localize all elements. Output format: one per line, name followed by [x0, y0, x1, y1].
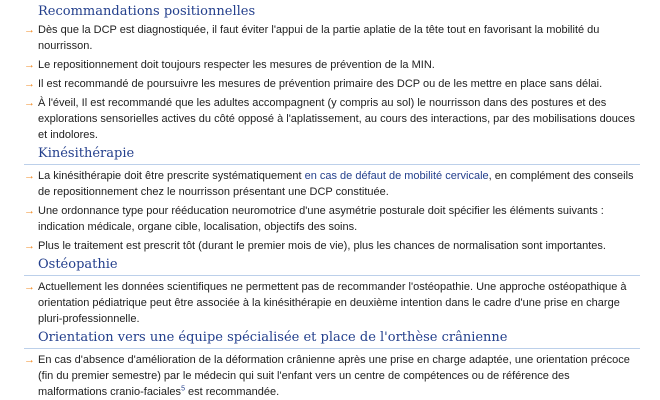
- section-divider: [24, 164, 640, 165]
- list-item-text-after: , en complément des conseils de repositionnement chez le nourrisson présentant une DCP constituée.: [38, 170, 634, 198]
- bullet-list: [24, 22, 640, 143]
- bullet-list: [24, 352, 640, 400]
- list-item: [24, 76, 640, 92]
- section-orientation-equipe-specialisee: [24, 330, 640, 400]
- list-item: [24, 238, 640, 254]
- section-divider: [24, 275, 640, 276]
- list-item-text: Dès que la DCP est diagnostiquée, il faut éviter l'appui de la partie aplatie de la tête tout en favorisant la mobilité du nourrisson.: [38, 24, 600, 52]
- list-item-text-before: La kinésithérapie doit être prescrite systématiquement: [38, 170, 305, 182]
- list-item-text-after: est recommandée.: [184, 386, 280, 398]
- list-item: [24, 279, 640, 327]
- section-divider: [24, 348, 640, 349]
- arrow-right-icon: →: [24, 281, 35, 293]
- arrow-right-icon: →: [24, 205, 35, 217]
- list-item: [24, 57, 640, 73]
- section-recommandations-positionnelles: [24, 4, 640, 143]
- list-item: [24, 22, 640, 54]
- arrow-right-icon: →: [24, 170, 35, 182]
- bullet-list: [24, 168, 640, 254]
- list-item: [24, 95, 640, 143]
- list-item-text: Actuellement les données scientifiques ne permettent pas de recommander l'ostéopathie. Une approche ostéopathique à orientation pédiatrique peut être associée à la kinésithérapie en deuxième intention dans le cadre d'une prise en charge pluri-professionnelle.: [38, 281, 627, 325]
- section-kinesitherapie: [24, 146, 640, 254]
- list-item: [24, 352, 640, 400]
- section-heading: Ostéopathie: [38, 257, 118, 272]
- section-heading: Orientation vers une équipe spécialisée et place de l'orthèse crânienne: [38, 330, 508, 345]
- list-item-text: À l'éveil, Il est recommandé que les adultes accompagnent (y compris au sol) le nourrisson dans des postures et des explorations sensorielles actives du côté opposé à l'aplatissement, au cours des interactions, par des mobilisations douces et indolores.: [38, 97, 636, 141]
- arrow-right-icon: →: [24, 59, 35, 71]
- list-item: [24, 203, 640, 235]
- bullet-list: [24, 279, 640, 327]
- arrow-right-icon: →: [24, 240, 35, 252]
- list-item-text-before: En cas d'absence d'amélioration de la déformation crânienne après une prise en charge adaptée, une orientation précoce (fin du premier semestre) par le médecin qui suit l'enfant vers un centre de compétences ou de référence des malformations cranio-faciales: [38, 354, 630, 398]
- highlighted-text: en cas de défaut de mobilité cervicale: [304, 170, 489, 182]
- arrow-right-icon: →: [24, 78, 35, 90]
- section-heading: Kinésithérapie: [38, 146, 135, 161]
- list-item-text: Une ordonnance type pour rééducation neuromotrice d'une asymétrie posturale doit spécifier les éléments suivants : indication médicale, organe cible, localisation, objectifs des soins.: [38, 205, 604, 233]
- footnote-reference[interactable]: 5: [181, 385, 185, 393]
- arrow-right-icon: →: [24, 354, 35, 366]
- arrow-right-icon: →: [24, 24, 35, 36]
- list-item: [24, 168, 640, 200]
- list-item-text: Il est recommandé de poursuivre les mesures de prévention primaire des DCP ou de les mettre en place sans délai.: [38, 78, 603, 90]
- section-osteopathie: [24, 257, 640, 327]
- arrow-right-icon: →: [24, 97, 35, 109]
- list-item-text: Le repositionnement doit toujours respecter les mesures de prévention de la MIN.: [38, 59, 435, 71]
- section-heading: Recommandations positionnelles: [38, 4, 256, 19]
- list-item-text: Plus le traitement est prescrit tôt (durant le premier mois de vie), plus les chances de normalisation sont importantes.: [38, 240, 606, 252]
